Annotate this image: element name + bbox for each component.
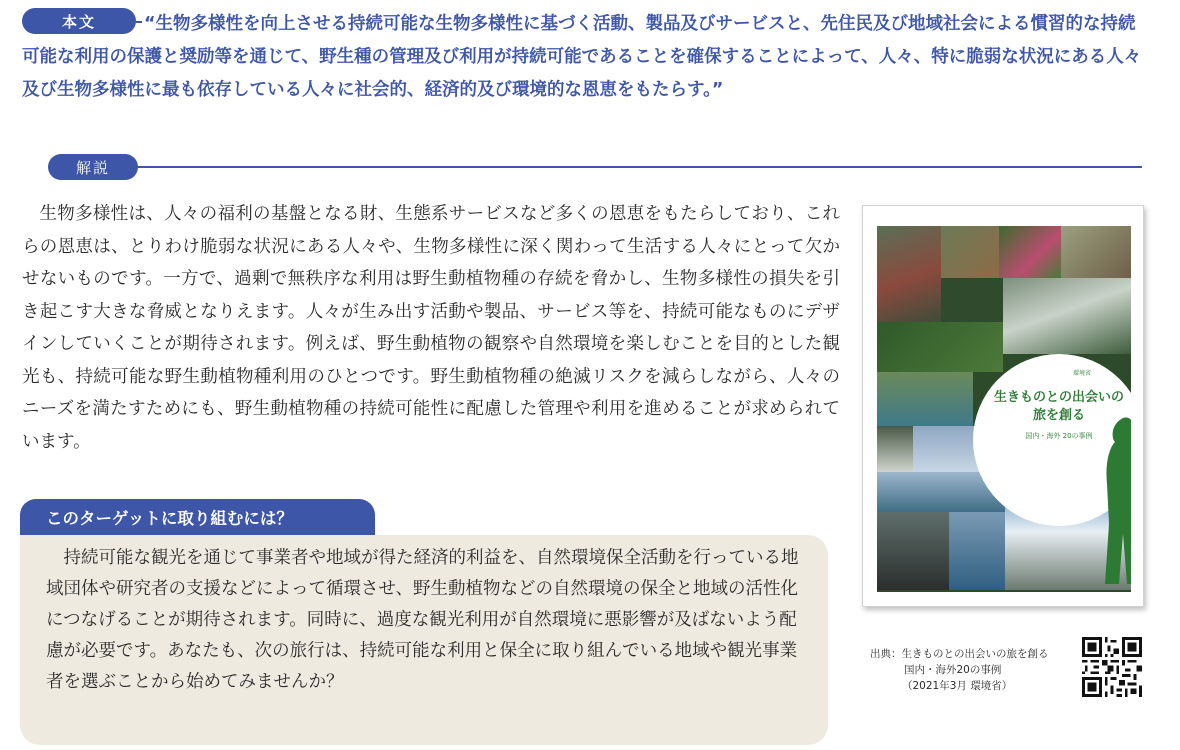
caption-line-3: （2021年3月 環境省）: [902, 680, 1013, 692]
qr-code-icon[interactable]: [1082, 637, 1142, 697]
book-cover-collage: [877, 226, 1131, 592]
photo-bird: [1061, 226, 1131, 278]
photo-dolphin: [949, 512, 1005, 590]
photo-penguins: [877, 512, 949, 590]
target-text: 持続可能な観光を通じて事業者や地域が得た経済的利益を、自然環境保全活動を行っている地域団体や研究者の支援などによって循環させ、野生動植物などの自然環境の保全と地域の活性化につなげることが期待されます。同時に、過度な観光利用が自然環境に悪影響が及ばないよう配慮が必要です。あなたも、次の旅行は、持続可能な利用と保全に取り組んでいる地域や観光事業者を選ぶことから始めてみませんか？: [46, 548, 799, 692]
book-cover-image: [862, 205, 1144, 607]
explanation-text: 生物多様性は、人々の福利の基盤となる財、生態系サービスなど多くの恩恵をもたらしており、これらの恩恵は、とりわけ脆弱な状況にある人々や、生物多様性に深く関わって生活する人々にとって欠かせないものです。一方で、過剰で無秩序な利用は野生動植物種の存続を脅かし、生物多様性の損失を引き起こす大きな脅威となりえます。人々が生み出す活動や製品、サービス等を、持続可能なものにデザインしていくことが期待されます。例えば、野生動植物の観察や自然環境を楽しむことを目的とした観光も、持続可能な野生動植物種利用のひとつです。野生動植物種の絶滅リスクを減らしながら、人々のニーズを満たすためにも、野生動植物種の持続可能性に配慮した管理や利用を進めることが求められています。: [22, 204, 840, 452]
label-kaisetsu: 解説: [48, 154, 138, 180]
photo-rafting: [877, 372, 973, 426]
target-box: [20, 535, 828, 745]
caption-line-2: 国内・海外20の事例: [904, 664, 1002, 676]
book-subtitle: 国内・海外 20の事例: [1025, 432, 1093, 440]
photo-waterfall: [1003, 278, 1131, 354]
binoculars-person-silhouette: [1097, 414, 1131, 586]
target-heading: このターゲットに取り組むには？: [20, 499, 375, 535]
photo-forest: [941, 278, 1003, 322]
source-caption: [870, 646, 1080, 694]
photo-egret: [877, 426, 913, 472]
photo-canopy: [877, 322, 1003, 372]
photo-hikers: [877, 226, 941, 322]
target-quote: “生物多様性を向上させる持続可能な生物多様性に基づく活動、製品及びサービスと、先住民及び地域社会による慣習的な持続可能な利用の保護と奨励等を通じて、野生種の管理及び利用が持続可能であることを確保することによって、人々、特に脆弱な状況にある人々及び生物多様性に最も依存している人々に社会的、経済的及び環境的な恩恵をもたらす。”: [22, 14, 1142, 100]
photo-flower: [999, 226, 1061, 278]
caption-line-1: 出典：生きものとの出会いの旅を創る: [870, 648, 1049, 660]
photo-otter: [941, 226, 999, 278]
label-honbun: 本文: [22, 8, 136, 34]
book-publisher-logo: 環境省: [1073, 370, 1092, 377]
book-title: 生きものとの出会いの旅を創る: [993, 390, 1124, 423]
divider-kaisetsu: [136, 166, 1142, 168]
